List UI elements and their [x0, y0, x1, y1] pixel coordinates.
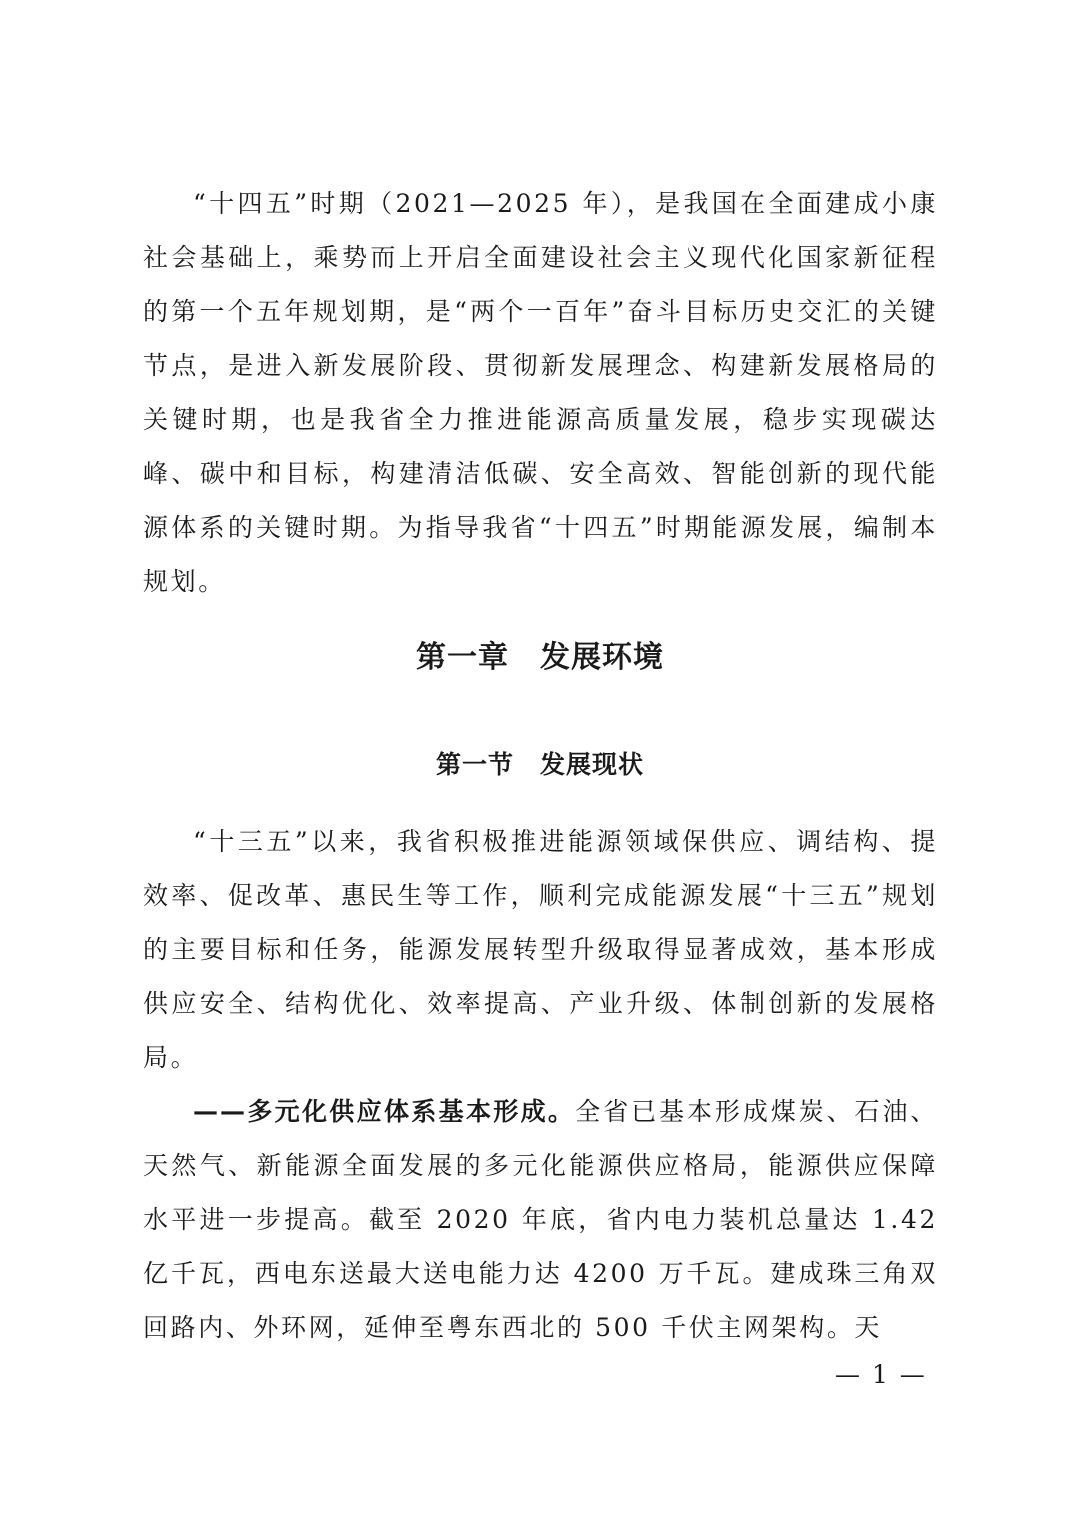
chapter-title: 第一章 发展环境: [416, 640, 664, 675]
diversified-supply-paragraph: [143, 1085, 938, 1355]
status-paragraph: “十三五”以来，我省积极推进能源领域保供应、调结构、提效率、促改革、惠民生等工作，顺利完成能源发展“十三五”规划的主要目标和任务，能源发展转型升级取得显著成效，基本形成供应安全、结构优化、效率提高、产业升级、体制创新的发展格局。: [143, 827, 938, 1072]
intro-paragraph: “十四五”时期（2021—2025 年），是我国在全面建成小康社会基础上，乘势而上开启全面建设社会主义现代化国家新征程的第一个五年规划期，是“两个一百年”奋斗目标历史交汇的关键节点，是进入新发展阶段、贯彻新发展理念、构建新发展格局的关键时期，也是我省全力推进能源高质量发展，稳步实现碳达峰、碳中和目标，构建清洁低碳、安全高效、智能创新的现代能源体系的关键时期。为指导我省“十四五”时期能源发展，编制本规划。: [143, 189, 938, 596]
section-title: 第一节 发展现状: [435, 750, 644, 779]
diversified-supply-heading: ——多元化供应体系基本形成。: [193, 1097, 576, 1126]
diversified-supply-body: 全省已基本形成煤炭、石油、天然气、新能源全面发展的多元化能源供应格局，能源供应保障水平进一步提高。截至 2020 年底，省内电力装机总量达 1.42 亿千瓦，西电东送最大送电能力达 4200 万千瓦。建成珠三角双回路内、外环网，延伸至粤东西北的 500 千伏主网架构。天: [143, 1097, 938, 1342]
page-number: — 1 —: [835, 1360, 927, 1389]
